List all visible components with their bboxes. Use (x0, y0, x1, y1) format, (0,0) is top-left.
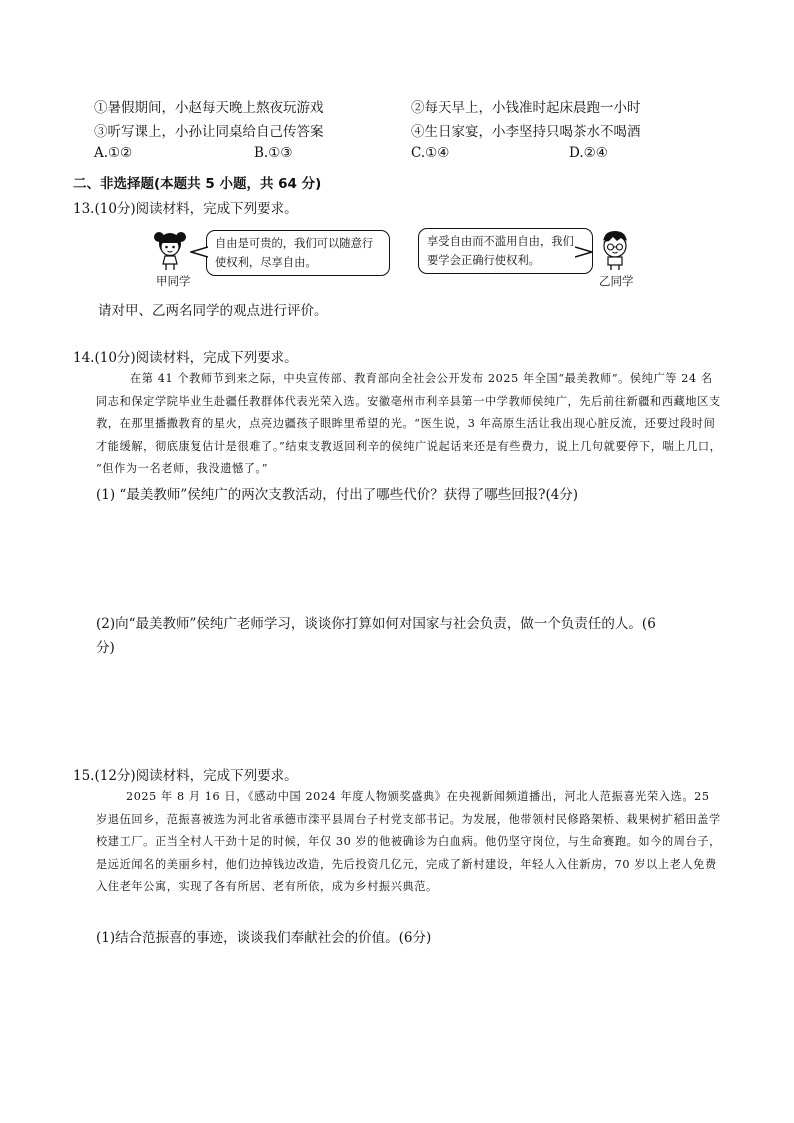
question-15-sub1: (1)结合范振喜的事迹，谈谈我们奉献社会的价值。(6分) (96, 930, 432, 946)
question-14-sub2-line2: 分) (96, 640, 115, 656)
question-15-material: 2025 年 8 月 16 日，《感动中国 2024 年度人物颁奖盛典》在央视新闻频道播出，河北人范振喜光荣入选。25 岁退伍回乡，范振喜被选为河北省承德市滦平县周台子村党支部书记。为发展，他带领村民修路架桥、栽果树扩稻田盖学校建工厂。正当全村人干劲十足的时候，年仅 30 岁的他被确诊为白血病。他仍坚守岗位，与生命赛跑。如今的周台子，是远近闻名的美丽乡村，他们边掉钱边改造，先后投资几亿元，完成了新村建设，年轻人入住新房，70 岁以上老人免费入住老年公寓，实现了各有所居、老有所依，成为乡村振兴典范。 (96, 790, 721, 893)
choice-c: C.①④ (411, 145, 450, 161)
choice-d: D.②④ (569, 145, 608, 161)
option-3: ③听写课上，小孙让同桌给自己传答案 (94, 124, 324, 140)
student-b-label: 乙同学 (599, 274, 634, 288)
question-14-material: 在第 41 个教师节到来之际，中央宣传部、教育部向全社会公开发布 2025 年全国“最美教师”。侯纯广等 24 名同志和保定学院毕业生赴疆任教群体代表光荣入选。安徽亳州市利辛县第一中学教师侯纯广，先后前往新疆和西藏地区支教，在那里播撒教育的星火，点亮边疆孩子眼眸里希望的光。“医生说，3 年高原生活让我出现心脏反流，还要过段时间才能缓解，彻底康复估计是很难了。”结束支教返回利辛的侯纯广说起话来还是有些费力，说上几句就要停下，喘上几口， “但作为一名老师，我没遗憾了。” (96, 372, 722, 475)
boy-student-icon (597, 228, 633, 272)
speech-bubble-left: 自由是可贵的，我们可以随意行使权利，尽享自由。 (206, 230, 390, 276)
girl-student-icon (152, 228, 188, 272)
question-13-stem: 13.(10分)阅读材料，完成下列要求。 (73, 201, 298, 217)
choice-b: B.①③ (254, 145, 293, 161)
option-4: ④生日家宴，小李坚持只喝茶水不喝酒 (411, 124, 641, 140)
question-13-prompt: 请对甲、乙两名同学的观点进行评价。 (98, 303, 328, 319)
option-2: ②每天早上，小钱准时起床晨跑一小时 (411, 100, 641, 116)
student-a-label: 甲同学 (156, 274, 191, 288)
bubble-tail-left (190, 244, 208, 258)
choice-a: A.①② (94, 145, 133, 161)
option-1: ①暑假期间，小赵每天晚上熬夜玩游戏 (94, 100, 324, 116)
section-heading: 二、非选择题(本题共 5 小题，共 64 分) (73, 176, 322, 192)
question-14-stem: 14.(10分)阅读材料，完成下列要求。 (73, 350, 298, 366)
bubble-tail-right (575, 244, 593, 258)
question-14-sub2-line1: (2)向“最美教师”侯纯广老师学习，谈谈你打算如何对国家与社会负责，做一个负责任的人。(6 (96, 616, 656, 632)
question-14-sub1: (1) “最美教师”侯纯广的两次支教活动，付出了哪些代价？获得了哪些回报?(4分) (96, 487, 579, 503)
question-15-stem: 15.(12分)阅读材料，完成下列要求。 (73, 768, 298, 784)
speech-bubble-right: 享受自由而不滥用自由，我们要学会正确行使权利。 (418, 228, 593, 274)
